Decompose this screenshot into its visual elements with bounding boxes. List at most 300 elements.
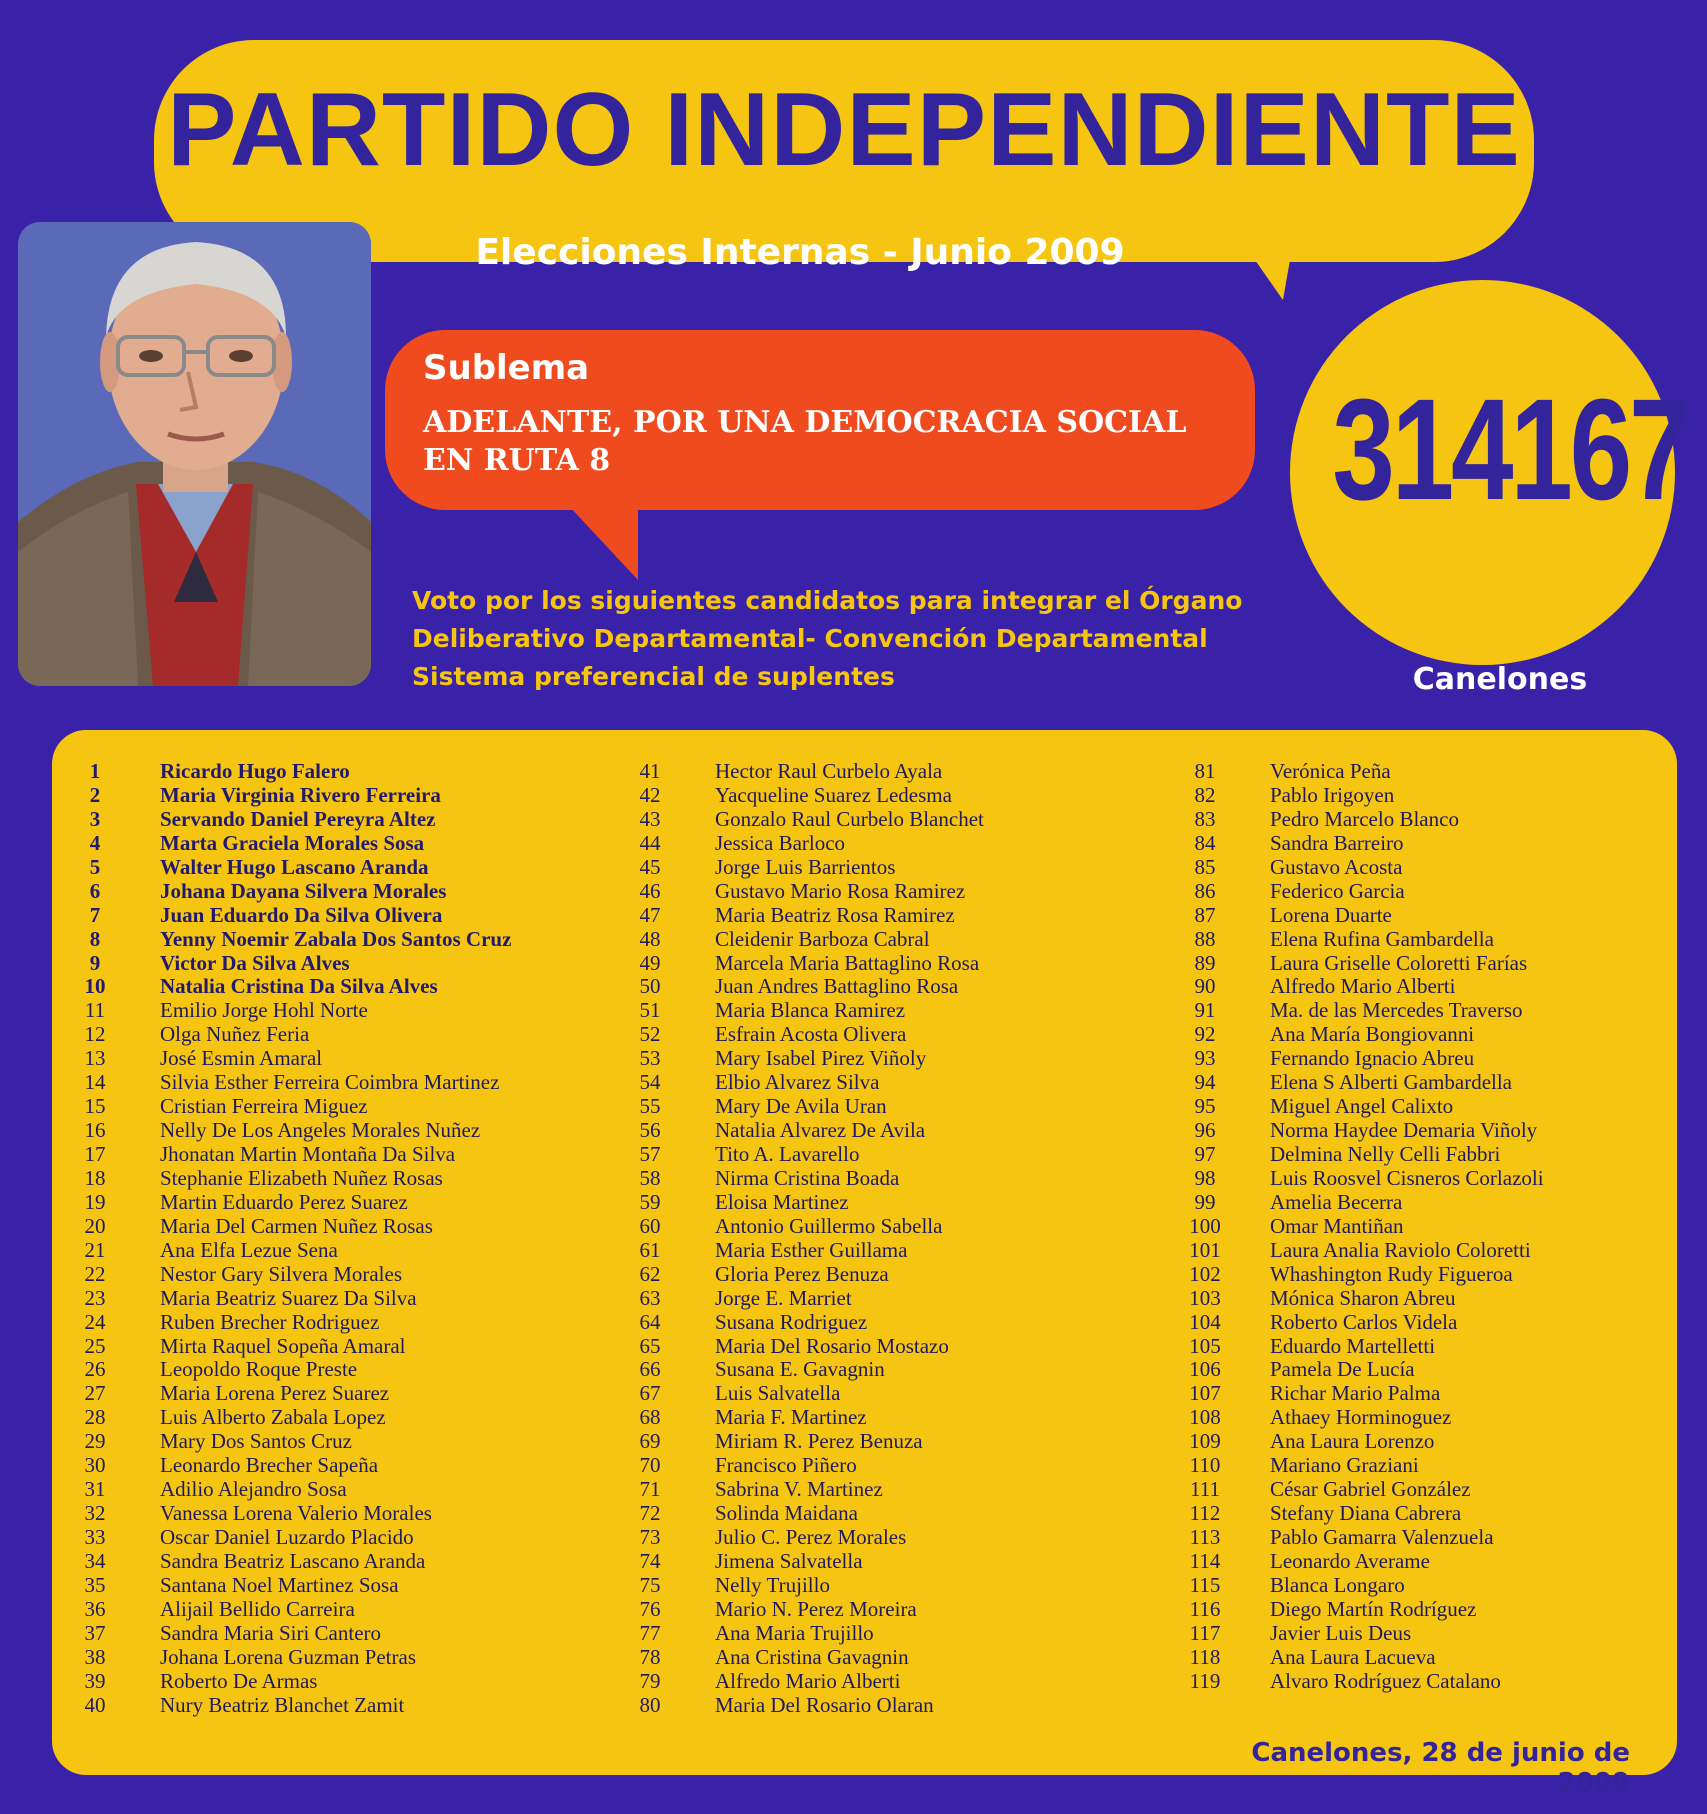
candidate-row <box>1170 1095 1544 1119</box>
instruction-line-1: Voto por los siguientes candidatos para integrar el Órgano <box>412 586 1243 615</box>
candidate-row <box>1170 760 1544 784</box>
candidate-number: 44 <box>639 830 661 855</box>
candidate-name: Maria Del Rosario Mostazo <box>715 1333 949 1358</box>
candidate-number: 30 <box>84 1453 106 1478</box>
candidate-row <box>60 1598 511 1622</box>
candidate-row <box>615 1574 984 1598</box>
candidate-number: 101 <box>1189 1237 1221 1262</box>
candidate-name: Alfredo Mario Alberti <box>1270 974 1456 999</box>
candidate-name: Jessica Barloco <box>715 830 846 855</box>
list-number: 314167 <box>1332 369 1689 530</box>
candidate-name: Mónica Sharon Abreu <box>1270 1285 1456 1310</box>
candidate-name: Oscar Daniel Luzardo Placido <box>160 1525 414 1549</box>
candidate-number: 40 <box>84 1692 106 1717</box>
candidate-number: 20 <box>84 1213 106 1238</box>
candidate-row <box>1170 832 1544 856</box>
candidate-row <box>60 1382 511 1406</box>
candidate-number: 72 <box>639 1501 661 1526</box>
candidate-row <box>60 1646 511 1670</box>
candidate-row <box>1170 1646 1544 1670</box>
candidate-name: Nelly De Los Angeles Morales Nuñez <box>160 1118 481 1143</box>
candidate-name: Stephanie Elizabeth Nuñez Rosas <box>160 1165 443 1190</box>
candidate-name: Federico Garcia <box>1270 878 1405 903</box>
candidate-name: Mary Isabel Pirez Viñoly <box>715 1046 927 1071</box>
candidate-number: 107 <box>1189 1381 1221 1406</box>
candidate-name: Vanessa Lorena Valerio Morales <box>160 1501 432 1526</box>
candidate-row <box>60 1358 511 1382</box>
candidate-row <box>60 928 511 952</box>
candidate-row <box>615 1047 984 1071</box>
candidate-row <box>615 1646 984 1670</box>
candidate-name: Norma Haydee Demaria Viñoly <box>1270 1118 1538 1143</box>
candidate-row <box>60 1670 511 1694</box>
candidate-name: Cristian Ferreira Miguez <box>160 1094 368 1119</box>
candidate-name: Santana Noel Martinez Sosa <box>160 1572 399 1597</box>
candidate-number: 3 <box>89 806 101 831</box>
candidate-number: 6 <box>89 878 101 903</box>
candidate-name: Pablo Irigoyen <box>1270 782 1395 807</box>
candidate-name: Mary Dos Santos Cruz <box>160 1429 352 1454</box>
candidate-row <box>1170 1215 1544 1239</box>
candidate-number: 42 <box>639 782 661 807</box>
candidate-name: Omar Mantiñan <box>1270 1213 1404 1238</box>
candidate-row <box>60 975 511 999</box>
candidate-row <box>60 1047 511 1071</box>
candidate-row <box>60 904 511 928</box>
candidate-number: 90 <box>1194 974 1216 999</box>
candidate-row <box>1170 1382 1544 1406</box>
candidate-number: 10 <box>84 974 106 999</box>
candidate-name: César Gabriel González <box>1270 1477 1471 1502</box>
candidate-number: 116 <box>1189 1596 1221 1621</box>
candidate-name: Adilio Alejandro Sosa <box>160 1477 347 1502</box>
candidate-number: 27 <box>84 1381 106 1406</box>
candidate-row <box>1170 1526 1544 1550</box>
candidate-name: Sandra Barreiro <box>1270 830 1404 855</box>
candidate-number: 93 <box>1194 1046 1216 1071</box>
candidate-row <box>60 880 511 904</box>
candidate-name: Solinda Maidana <box>715 1501 858 1526</box>
candidate-row <box>1170 1502 1544 1526</box>
candidate-number: 76 <box>639 1596 661 1621</box>
candidate-name: Mariano Graziani <box>1270 1453 1419 1478</box>
candidate-row <box>60 856 511 880</box>
candidate-row <box>615 1406 984 1430</box>
candidate-name: Maria Esther Guillama <box>715 1237 908 1262</box>
candidate-name: Susana E. Gavagnin <box>715 1357 885 1382</box>
candidate-name: Richar Mario Palma <box>1270 1381 1441 1406</box>
candidate-number: 106 <box>1189 1357 1221 1382</box>
candidate-number: 34 <box>84 1548 106 1573</box>
candidate-number: 16 <box>84 1118 106 1143</box>
candidate-name: Elbio Alvarez Silva <box>715 1070 880 1095</box>
candidate-number: 11 <box>84 998 106 1023</box>
candidate-row <box>615 1215 984 1239</box>
candidate-row <box>615 1502 984 1526</box>
candidate-number: 39 <box>84 1668 106 1693</box>
candidate-name: Nestor Gary Silvera Morales <box>160 1261 403 1286</box>
candidate-row <box>1170 1574 1544 1598</box>
candidate-row <box>1170 1478 1544 1502</box>
candidate-row <box>1170 1670 1544 1694</box>
candidate-number: 18 <box>84 1165 106 1190</box>
candidate-name: Mario N. Perez Moreira <box>715 1596 917 1621</box>
candidate-name: Ana Laura Lacueva <box>1270 1644 1436 1669</box>
candidate-row <box>615 1430 984 1454</box>
candidate-name: Nelly Trujillo <box>715 1572 830 1597</box>
candidate-row <box>615 760 984 784</box>
candidate-row <box>615 1263 984 1287</box>
candidate-number: 119 <box>1189 1668 1221 1693</box>
candidate-name: Maria Blanca Ramirez <box>715 998 906 1023</box>
candidate-row <box>615 1335 984 1359</box>
candidate-row <box>1170 856 1544 880</box>
candidate-row <box>615 1023 984 1047</box>
candidate-row <box>1170 1071 1544 1095</box>
candidate-number: 32 <box>84 1501 106 1526</box>
candidate-row <box>1170 1023 1544 1047</box>
candidate-name: Gonzalo Raul Curbelo Blanchet <box>715 806 984 831</box>
candidate-number: 64 <box>639 1309 661 1334</box>
candidate-name: Julio C. Perez Morales <box>715 1525 907 1549</box>
candidate-name: Ana Maria Trujillo <box>715 1620 874 1645</box>
candidate-name: Luis Roosvel Cisneros Corlazoli <box>1270 1165 1544 1190</box>
candidate-column-2 <box>615 760 984 1718</box>
candidate-name: Laura Griselle Coloretti Farías <box>1270 950 1528 975</box>
candidate-name: Sabrina V. Martinez <box>715 1477 883 1502</box>
candidate-row <box>1170 1335 1544 1359</box>
candidate-name: Nirma Cristina Boada <box>715 1165 900 1190</box>
candidate-row <box>60 999 511 1023</box>
candidate-row <box>60 1239 511 1263</box>
candidate-row <box>1170 1287 1544 1311</box>
candidate-row <box>1170 808 1544 832</box>
candidate-number: 22 <box>84 1261 106 1286</box>
candidate-number: 96 <box>1194 1118 1216 1143</box>
candidate-name: Fernando Ignacio Abreu <box>1270 1046 1475 1071</box>
candidate-row <box>1170 999 1544 1023</box>
candidate-row <box>1170 1406 1544 1430</box>
candidate-number: 17 <box>84 1142 106 1166</box>
candidate-number: 103 <box>1189 1285 1221 1310</box>
candidate-row <box>615 1311 984 1335</box>
candidate-number: 87 <box>1194 902 1216 927</box>
candidate-number: 91 <box>1194 998 1216 1023</box>
candidate-number: 89 <box>1194 950 1216 975</box>
candidate-name: Eduardo Martelletti <box>1270 1333 1436 1358</box>
candidate-row <box>615 999 984 1023</box>
candidate-number: 8 <box>89 926 101 951</box>
candidate-row <box>615 975 984 999</box>
candidate-number: 85 <box>1194 854 1216 879</box>
candidate-row <box>1170 1358 1544 1382</box>
candidate-row <box>615 1454 984 1478</box>
candidate-row <box>615 1598 984 1622</box>
candidate-name: Blanca Longaro <box>1270 1572 1405 1597</box>
candidate-name: Nury Beatriz Blanchet Zamit <box>160 1692 405 1717</box>
candidate-number: 43 <box>639 806 661 831</box>
candidate-name: Emilio Jorge Hohl Norte <box>160 998 368 1023</box>
candidate-number: 112 <box>1189 1501 1221 1526</box>
election-subtitle: Elecciones Internas - Junio 2009 <box>475 232 1125 273</box>
candidate-number: 84 <box>1194 830 1216 855</box>
candidate-number: 54 <box>639 1070 661 1095</box>
candidate-name: Sandra Beatriz Lascano Aranda <box>160 1548 426 1573</box>
candidate-name: Maria Del Rosario Olaran <box>715 1692 934 1717</box>
candidate-name: Johana Dayana Silvera Morales <box>160 878 447 903</box>
candidate-row <box>615 808 984 832</box>
candidate-row <box>1170 1191 1544 1215</box>
candidate-row <box>615 1478 984 1502</box>
candidate-name: Maria Del Carmen Nuñez Rosas <box>160 1213 433 1238</box>
candidate-name: Pedro Marcelo Blanco <box>1270 806 1459 831</box>
candidate-row <box>1170 1622 1544 1646</box>
candidate-name: Delmina Nelly Celli Fabbri <box>1270 1142 1501 1166</box>
candidate-row <box>1170 952 1544 976</box>
candidate-number: 114 <box>1189 1548 1221 1573</box>
candidate-name: Ana Laura Lorenzo <box>1270 1429 1435 1454</box>
candidate-number: 7 <box>89 902 101 927</box>
candidate-name: Ma. de las Mercedes Traverso <box>1270 998 1523 1023</box>
instruction-line-3: Sistema preferencial de suplentes <box>412 662 895 691</box>
candidate-row <box>615 1550 984 1574</box>
candidate-number: 56 <box>639 1118 661 1143</box>
candidate-name: Esfrain Acosta Olivera <box>715 1022 907 1047</box>
candidate-name: Tito A. Lavarello <box>715 1142 860 1166</box>
candidate-name: Natalia Alvarez De Avila <box>715 1118 926 1143</box>
candidate-row <box>615 1095 984 1119</box>
candidate-name: Jimena Salvatella <box>715 1548 863 1573</box>
candidate-number: 100 <box>1189 1213 1221 1238</box>
candidate-name: Leonardo Brecher Sapeña <box>160 1453 379 1478</box>
portrait-illustration <box>18 222 371 686</box>
candidate-number: 28 <box>84 1405 106 1430</box>
candidate-name: Amelia Becerra <box>1270 1189 1403 1214</box>
candidate-number: 13 <box>84 1046 106 1071</box>
candidate-number: 110 <box>1189 1453 1221 1478</box>
candidate-number: 105 <box>1189 1333 1221 1358</box>
party-title: PARTIDO INDEPENDIENTE <box>167 72 1521 188</box>
candidate-name: Roberto De Armas <box>160 1668 318 1693</box>
candidate-name: Gloria Perez Benuza <box>715 1261 889 1286</box>
candidate-name: Maria F. Martinez <box>715 1405 867 1430</box>
candidate-number: 63 <box>639 1285 661 1310</box>
candidate-number: 59 <box>639 1189 661 1214</box>
candidate-number: 81 <box>1194 759 1216 783</box>
candidate-name: Miriam R. Perez Benuza <box>715 1429 923 1454</box>
candidate-name: Pablo Gamarra Valenzuela <box>1270 1525 1494 1549</box>
candidate-row <box>60 1095 511 1119</box>
candidate-number: 2 <box>89 782 101 807</box>
candidate-row <box>60 1622 511 1646</box>
candidate-number: 102 <box>1189 1261 1221 1286</box>
candidate-name: Athaey Horminoguez <box>1270 1405 1452 1430</box>
candidate-number: 92 <box>1194 1022 1216 1047</box>
candidate-name: Hector Raul Curbelo Ayala <box>715 759 943 783</box>
candidate-row <box>615 1287 984 1311</box>
candidate-name: Ana Cristina Gavagnin <box>715 1644 909 1669</box>
candidate-number: 21 <box>84 1237 106 1262</box>
candidate-name: Lorena Duarte <box>1270 902 1392 927</box>
sublema-name: ADELANTE, POR UNA DEMOCRACIA SOCIAL EN RUTA 8 <box>423 405 1187 478</box>
candidate-name: Silvia Esther Ferreira Coimbra Martinez <box>160 1070 500 1095</box>
candidate-row <box>615 1526 984 1550</box>
candidate-number: 70 <box>639 1453 661 1478</box>
candidate-number: 36 <box>84 1596 106 1621</box>
candidate-row <box>60 1335 511 1359</box>
candidate-number: 46 <box>639 878 661 903</box>
candidate-name: Leonardo Averame <box>1270 1548 1430 1573</box>
candidate-name: Mary De Avila Uran <box>715 1094 887 1119</box>
candidate-row <box>60 808 511 832</box>
candidate-number: 23 <box>84 1285 106 1310</box>
candidate-number: 86 <box>1194 878 1216 903</box>
candidate-row <box>60 1430 511 1454</box>
candidate-row <box>1170 1119 1544 1143</box>
candidate-row <box>615 928 984 952</box>
candidate-row <box>1170 1454 1544 1478</box>
candidate-row <box>60 1263 511 1287</box>
candidate-row <box>60 1215 511 1239</box>
candidate-number: 74 <box>639 1548 661 1573</box>
candidate-row <box>615 832 984 856</box>
candidate-name: Mirta Raquel Sopeña Amaral <box>160 1333 406 1358</box>
candidate-number: 14 <box>84 1070 106 1095</box>
candidate-number: 111 <box>1190 1477 1220 1502</box>
sublema-label: Sublema <box>423 348 590 388</box>
candidate-name: Verónica Peña <box>1270 759 1391 783</box>
candidate-number: 15 <box>84 1094 106 1119</box>
candidate-row <box>60 952 511 976</box>
candidate-number: 117 <box>1189 1620 1221 1645</box>
candidate-number: 19 <box>84 1189 106 1214</box>
candidate-name: Alfredo Mario Alberti <box>715 1668 901 1693</box>
candidate-number: 52 <box>639 1022 661 1047</box>
candidate-row <box>615 1694 984 1718</box>
candidate-name: Victor Da Silva Alves <box>160 950 350 975</box>
candidate-name: Cleidenir Barboza Cabral <box>715 926 930 951</box>
candidate-row <box>60 1023 511 1047</box>
candidate-number: 104 <box>1189 1309 1221 1334</box>
candidate-row <box>1170 1143 1544 1167</box>
candidate-number: 78 <box>639 1644 661 1669</box>
candidate-row <box>60 1454 511 1478</box>
candidate-column-3 <box>1170 760 1544 1694</box>
candidate-number: 24 <box>84 1309 106 1334</box>
candidate-row <box>60 1694 511 1718</box>
candidate-number: 1 <box>89 759 101 783</box>
candidate-row <box>60 1071 511 1095</box>
candidate-number: 115 <box>1189 1572 1221 1597</box>
candidate-name: Roberto Carlos Videla <box>1270 1309 1458 1334</box>
candidate-number: 9 <box>89 950 101 975</box>
candidate-name: Maria Beatriz Rosa Ramirez <box>715 902 955 927</box>
candidate-row <box>1170 1430 1544 1454</box>
candidate-row <box>60 1287 511 1311</box>
candidate-number: 77 <box>639 1620 661 1645</box>
candidate-number: 12 <box>84 1022 106 1047</box>
candidate-number: 5 <box>89 854 101 879</box>
candidate-name: Olga Nuñez Feria <box>160 1022 310 1047</box>
candidate-name: Yenny Noemir Zabala Dos Santos Cruz <box>160 926 512 951</box>
candidate-name: Miguel Angel Calixto <box>1270 1094 1454 1119</box>
candidate-name: Jhonatan Martin Montaña Da Silva <box>160 1142 456 1166</box>
candidate-name: Leopoldo Roque Preste <box>160 1357 358 1382</box>
candidate-name: Walter Hugo Lascano Aranda <box>160 854 429 879</box>
candidate-name: Maria Beatriz Suarez Da Silva <box>160 1285 417 1310</box>
candidate-number: 41 <box>639 759 661 783</box>
candidate-number: 88 <box>1194 926 1216 951</box>
candidate-row <box>60 1143 511 1167</box>
candidate-row <box>615 1167 984 1191</box>
candidate-row <box>1170 1239 1544 1263</box>
candidate-row <box>60 784 511 808</box>
candidate-name: Elena S Alberti Gambardella <box>1270 1070 1513 1095</box>
candidate-row <box>615 1191 984 1215</box>
candidate-number: 48 <box>639 926 661 951</box>
candidate-row <box>615 1358 984 1382</box>
footer-date: Canelones, 28 de junio de 2009 <box>1251 1738 1630 1798</box>
candidate-name: Alijail Bellido Carreira <box>160 1596 355 1621</box>
candidate-number: 75 <box>639 1572 661 1597</box>
candidate-row <box>1170 1263 1544 1287</box>
candidate-number: 60 <box>639 1213 661 1238</box>
candidate-row <box>60 1550 511 1574</box>
candidate-row <box>615 856 984 880</box>
candidate-name: Marcela Maria Battaglino Rosa <box>715 950 980 975</box>
candidate-row <box>60 1502 511 1526</box>
candidate-name: Luis Salvatella <box>715 1381 841 1406</box>
candidate-number: 80 <box>639 1692 661 1717</box>
candidate-row <box>60 1526 511 1550</box>
candidate-number: 65 <box>639 1333 661 1358</box>
candidate-name: Marta Graciela Morales Sosa <box>160 830 425 855</box>
candidate-name: Antonio Guillermo Sabella <box>715 1213 943 1238</box>
candidate-number: 79 <box>639 1668 661 1693</box>
candidate-row <box>615 1143 984 1167</box>
candidate-portrait <box>18 222 371 686</box>
candidate-name: José Esmin Amaral <box>160 1046 323 1071</box>
candidate-number: 47 <box>639 902 661 927</box>
candidate-number: 29 <box>84 1429 106 1454</box>
candidate-name: Johana Lorena Guzman Petras <box>160 1644 416 1669</box>
candidate-name: Luis Alberto Zabala Lopez <box>160 1405 386 1430</box>
candidate-number: 82 <box>1194 782 1216 807</box>
candidate-number: 25 <box>84 1333 106 1358</box>
candidate-name: Whashington Rudy Figueroa <box>1270 1261 1513 1286</box>
candidate-name: Laura Analia Raviolo Coloretti <box>1270 1237 1531 1262</box>
candidate-number: 66 <box>639 1357 661 1382</box>
candidate-row <box>1170 1167 1544 1191</box>
candidate-number: 62 <box>639 1261 661 1286</box>
candidate-number: 61 <box>639 1237 661 1262</box>
candidate-name: Sandra Maria Siri Cantero <box>160 1620 382 1645</box>
instruction-line-2: Deliberativo Departamental- Convención Departamental <box>412 624 1208 653</box>
candidate-name: Diego Martín Rodríguez <box>1270 1596 1477 1621</box>
candidate-row <box>1170 975 1544 999</box>
candidate-number: 108 <box>1189 1405 1221 1430</box>
candidate-name: Gustavo Mario Rosa Ramirez <box>715 878 966 903</box>
candidate-row <box>60 1574 511 1598</box>
candidate-row <box>60 1406 511 1430</box>
candidate-name: Jorge Luis Barrientos <box>715 854 896 879</box>
candidate-number: 95 <box>1194 1094 1216 1119</box>
candidate-number: 35 <box>84 1572 106 1597</box>
candidate-name: Juan Andres Battaglino Rosa <box>715 974 959 999</box>
candidate-number: 99 <box>1194 1189 1216 1214</box>
candidate-number: 51 <box>639 998 661 1023</box>
sublema-bubble-tail <box>568 505 638 580</box>
